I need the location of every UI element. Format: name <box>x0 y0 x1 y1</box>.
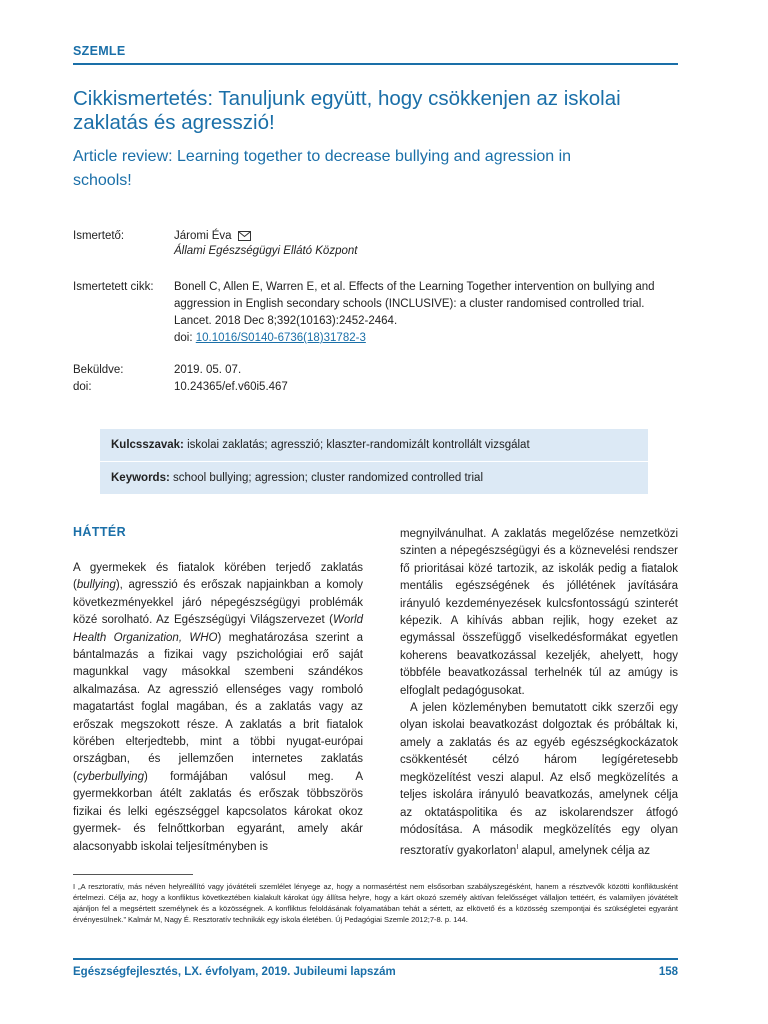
reviewer-name: Járomi Éva <box>174 230 232 242</box>
keywords-en-value: school bullying; agression; cluster randomized controlled trial <box>169 472 484 484</box>
reviewer-affiliation: Állami Egészségügyi Ellátó Központ <box>174 245 358 257</box>
doi-label: doi: <box>73 381 92 393</box>
footer-divider <box>73 958 678 960</box>
paragraph: megnyilvánulhat. A zaklatás megelőzése nemzetközi szinten a népegészségügyi és a köznevelési rendszer fő prioritásai közé tartozik, az iskolák pedig a fiatalok mentális egészségének és jóllétének javítására irányuló kezdeményezések kulcsfontosságú szinterét képezik. A kihívás abban rejlik, hogy ezeket az egymással összefüggő viselkedésformákat egyetlen koherens beavatkozással kezeljék, ahelyett, hogy többféle beavatkozással terhelnék túl az amúgy is elfoglalt pedagógusokat. <box>400 528 678 697</box>
keywords-hu-label: Kulcsszavak: <box>111 439 184 451</box>
paragraph: A gyermekek és fiatalok körében terjedő zaklatás (bullying), agresszió és erőszak napjainkban a komoly következményekkel járó népegészségügyi problémák közé sorolható. Az Egészségügyi Világszervezet (World Health Organization, WHO) meghatározása szerint a bántalmazás a fizikai vagy pszichológiai erő saját magunkkal vagy másokkal szembeni szándékos alkalmazása. Az agresszió ellenséges vagy romboló magatartást foglal magában, és a zaklatás vagy az erőszak megszokott része. A zaklatás a brit fiatalok körében elterjedtebb, mint a többi nyugat-európai országban, és jellemzően internetes zaklatás (cyberbullying) formájában valósul meg. A gyermekkorban átélt zaklatás és erőszak többszörös fizikai és lelki egészséggel kapcsolatos károkat okoz gyermek- és felnőttkorban egyaránt, amely akár alacsonyabb iskolai teljesítményben is <box>73 562 363 853</box>
keywords-en-label: Keywords: <box>111 472 170 484</box>
journal-name: Egészségfejlesztés, LX. évfolyam, 2019. Jubileumi lapszám <box>73 966 396 978</box>
article-title: Cikkismertetés: Tanuljunk együtt, hogy csökkenjen az iskolai zaklatás és agresszió! <box>73 87 621 134</box>
doi-value: 10.24365/ef.v60i5.467 <box>174 381 288 393</box>
paragraph: A jelen közleményben bemutatott cikk szerzői egy olyan iskolai beavatkozást dolgoztak és próbáltak ki, amely a zaklatás és az egyéb egészségkockázatok csökkentését célzó három legígéretesebb megközelítést veszi alapul. Az első megközelítés a teljes iskolára irányuló beavatkozás, amelynek célja az oktatáspolitika és az iskolarendszer átfogó módosítása. A második megközelítés egy olyan resztoratív gyakorlaton$^I$ alapul, amelynek célja az <box>400 702 678 858</box>
keywords-en <box>100 462 648 494</box>
keywords-hu-value: iskolai zaklatás; agresszió; klaszter-randomizált kontrollált vizsgálat <box>183 439 530 451</box>
reviewer-label: Ismertető: <box>73 230 125 242</box>
section-label: SZEMLE <box>73 44 126 58</box>
footnote: I „A resztoratív, más néven helyreállító vagy jóvátételi szemlélet lényege az, hogy a normasértést nem elsősorban szabályszegésként, hanem a résztvevők közötti konfliktusként értelmezi. Célja az, hogy a konfliktus következtében kialakult károkat úgy állítsa helyre, hogy a kárt okozó személy aktívan felelősséget vállaljon tettéért, és valamilyen jóvátételt ajánljon fel a megsértett személynek és a közösségnek. A konfliktus feloldásának folyamatában tehát a sértett, az elkövető és a közösség szempontjai és szükségletei egyaránt érvényesülnek.” Kalmár M, Nagy É. Resztoratív technikák egy iskola életében. Új Pedagógiai Szemle 2012;7-8. p. 144. <box>73 882 678 924</box>
page-number: 158 <box>658 966 678 978</box>
article-label: Ismertetett cikk: <box>73 281 154 293</box>
body-column-left <box>73 560 363 856</box>
section-heading: HÁTTÉR <box>73 525 127 539</box>
envelope-icon[interactable] <box>238 231 251 241</box>
article-subtitle: Article review: Learning together to decrease bullying and agression in schools! <box>73 148 572 189</box>
article-citation <box>174 279 674 347</box>
article-doi-prefix: doi: <box>174 332 196 344</box>
body-column-right <box>400 526 678 861</box>
keywords-hu <box>100 429 648 461</box>
article-doi-link[interactable]: 10.1016/S0140-6736(18)31782-3 <box>195 332 366 344</box>
submitted-value: 2019. 05. 07. <box>174 364 242 376</box>
header-divider <box>73 63 678 65</box>
article-citation-text: Bonell C, Allen E, Warren E, et al. Effects of the Learning Together intervention on bullying and aggression in English secondary schools (INCLUSIVE): a cluster randomised controlled trial. Lancet. 2018 Dec 8;392(10163):2452-2464. <box>174 281 655 327</box>
submitted-label: Beküldve: <box>73 364 124 376</box>
footnote-divider <box>73 874 193 875</box>
